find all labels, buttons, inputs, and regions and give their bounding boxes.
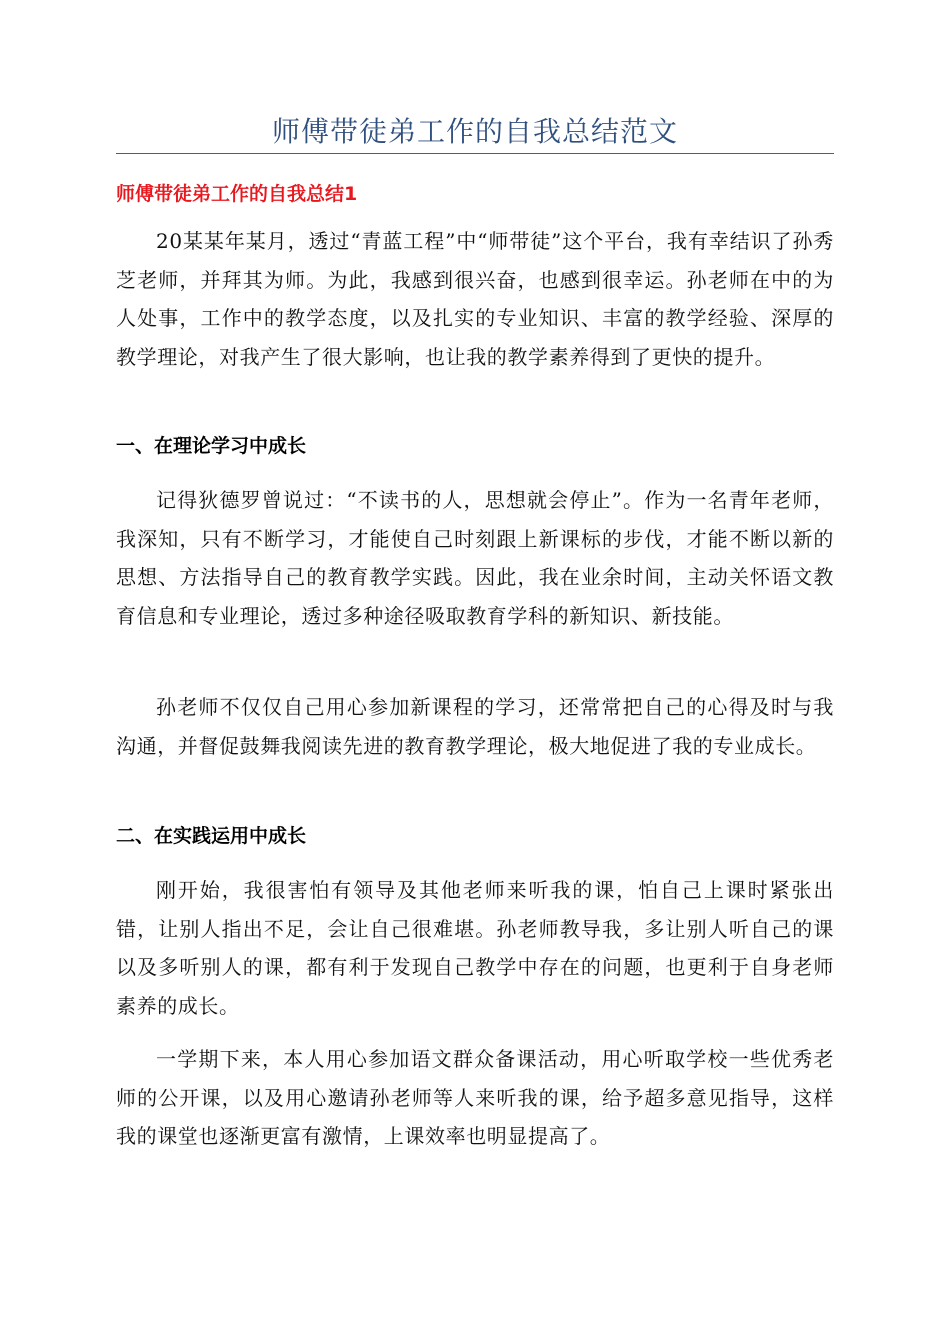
paragraph-practice-2: 一学期下来，本人用心参加语文群众备课活动，用心听取学校一些优秀老师的公开课，以及用心邀请孙老师等人来听我的课，给予超多意见指导，这样我的课堂也逐渐更富有激情，上课效率也明显提高了。 — [116, 1047, 834, 1148]
title-underline — [116, 153, 834, 154]
section-title: 师傅带徒弟工作的自我总结1 — [116, 183, 358, 205]
paragraph-theory-2: 孙老师不仅仅自己用心参加新课程的学习，还常常把自己的心得及时与我沟通，并督促鼓舞我阅读先进的教育教学理论，极大地促进了我的专业成长。 — [116, 695, 834, 758]
paragraph-theory-1: 记得狄德罗曾说过：“不读书的人，思想就会停止”。作为一名青年老师，我深知，只有不断学习，才能使自己时刻跟上新课标的步伐，才能不断以新的思想、方法指导自己的教育教学实践。因此，我在业余时间，主动关怀语文教育信息和专业理论，透过多种途径吸取教育学科的新知识、新技能。 — [116, 488, 834, 628]
intro-paragraph: 20某某年某月，透过“青蓝工程”中“师带徒”这个平台，我有幸结识了孙秀芝老师，并拜其为师。为此，我感到很兴奋，也感到很幸运。孙老师在中的为人处事，工作中的教学态度，以及扎实的专业知识、丰富的教学经验、深厚的教学理论，对我产生了很大影响，也让我的教学素养得到了更快的提升。 — [116, 229, 834, 369]
paragraph-practice-1: 刚开始，我很害怕有领导及其他老师来听我的课，怕自己上课时紧张出错，让别人指出不足，会让自己很难堪。孙老师教导我，多让别人听自己的课以及多听别人的课，都有利于发现自己教学中存在的问题，也更利于自身老师素养的成长。 — [116, 878, 834, 1018]
document-title: 师傅带徒弟工作的自我总结范文 — [271, 115, 678, 148]
heading-theory-learning: 一、在理论学习中成长 — [116, 435, 307, 457]
heading-practice: 二、在实践运用中成长 — [116, 825, 307, 847]
